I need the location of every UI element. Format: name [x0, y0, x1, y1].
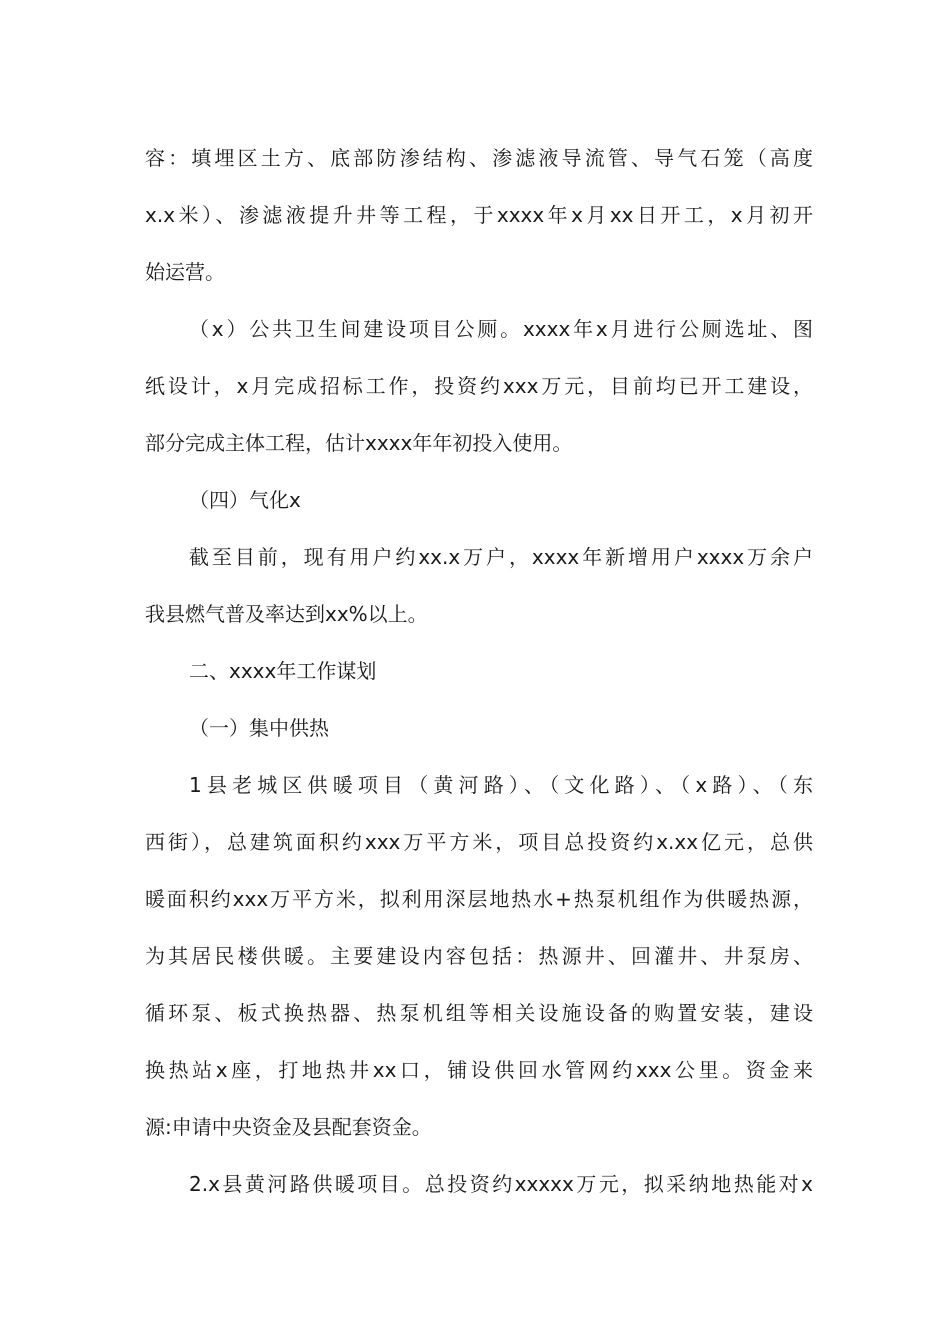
paragraph-gas-users [145, 529, 813, 643]
text-line: 暖面积约xxx万平方米，拟利用深层地热水+热泵机组作为供暖热源， [145, 887, 813, 911]
text-line: （x）公共卫生间建设项目公厕。xxxx年x月进行公厕选址、图 [189, 317, 813, 341]
section-heading-work-plan [145, 643, 813, 700]
text-line: x.x米）、渗滤液提升井等工程，于xxxx年x月xx日开工，x月初开 [145, 203, 813, 227]
text-line: 为其居民楼供暖。主要建设内容包括：热源井、回灌井、井泵房、 [145, 944, 813, 968]
document-page [145, 130, 813, 1213]
paragraph-landfill-continuation [145, 130, 813, 301]
text-line: 始运营。 [145, 260, 225, 284]
paragraph-old-town-heating-project [145, 757, 813, 1156]
text-line: 1县老城区供暖项目（黄河路）、（文化路）、（x路）、（东 [189, 773, 813, 797]
section-heading-gasification [145, 472, 813, 529]
text-line: 西街），总建筑面积约xxx万平方米，项目总投资约x.xx亿元，总供 [145, 830, 813, 854]
text-line: 换热站x座，打地热井xx口，铺设供回水管网约xxx公里。资金来 [145, 1058, 813, 1082]
text-line: （四）气化x [189, 488, 301, 512]
text-line: 源:申请中央资金及县配套资金。 [145, 1115, 432, 1139]
text-line: 循环泵、板式换热器、热泵机组等相关设施设备的购置安装，建设 [145, 1001, 813, 1025]
text-line: （一）集中供热 [189, 716, 329, 740]
section-heading-central-heating [145, 700, 813, 757]
text-line: 二、xxxx年工作谋划 [189, 659, 377, 683]
paragraph-yellow-river-road-heating [145, 1156, 813, 1213]
text-line: 部分完成主体工程，估计xxxx年年初投入使用。 [145, 431, 573, 455]
text-line: 2.x县黄河路供暖项目。总投资约xxxxx万元，拟采纳地热能对x [189, 1172, 813, 1196]
text-line: 我县燃气普及率达到xx%以上。 [145, 602, 428, 626]
text-line: 截至目前，现有用户约xx.x万户，xxxx年新增用户xxxx万余户 [189, 545, 813, 569]
text-line: 容：填埋区土方、底部防渗结构、渗滤液导流管、导气石笼（高度 [145, 146, 813, 170]
text-line: 纸设计，x月完成招标工作，投资约xxx万元，目前均已开工建设， [145, 374, 813, 398]
paragraph-public-toilet [145, 301, 813, 472]
